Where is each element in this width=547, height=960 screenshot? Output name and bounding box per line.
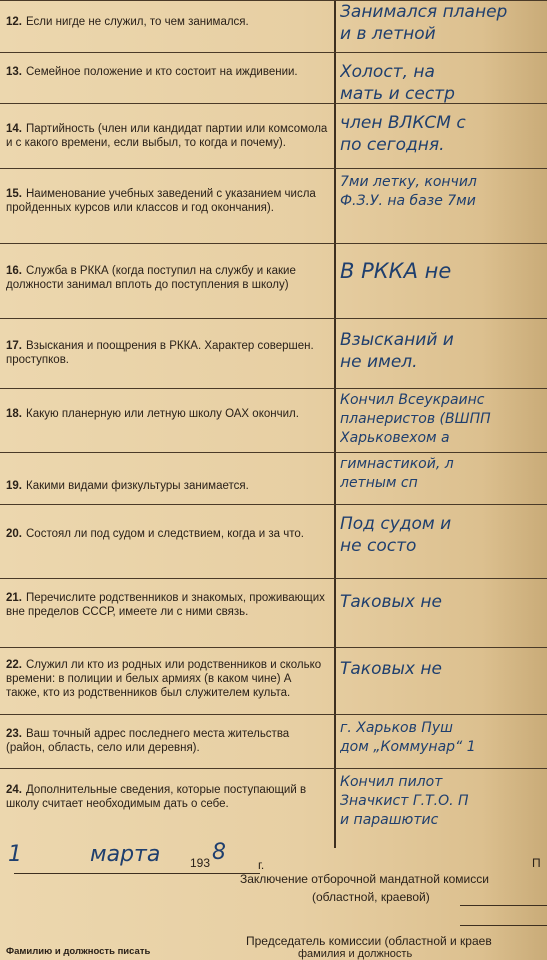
question-row [0, 243, 547, 318]
question-text [6, 783, 328, 811]
question-number: 19. [6, 480, 22, 492]
answer-line: Под судом и [340, 514, 452, 534]
question-number: 24. [6, 784, 22, 796]
question-label: Состоял ли под судом и следствием, когда и за что. [26, 528, 304, 540]
question-label: Служил ли кто из родных или родственников и сколько времени: в полиции и белых армиях (в каком чине) А также, кто из родственников был служителем культа. [6, 659, 322, 699]
question-number: 15. [6, 188, 22, 200]
handwritten-answer [340, 61, 547, 105]
question-text [6, 591, 328, 619]
answer-line: член ВЛКСМ с [340, 113, 466, 133]
question-row [0, 318, 547, 388]
question-number: 16. [6, 265, 22, 277]
answer-line: летным сп [340, 475, 418, 491]
question-label: Служба в РККА (когда поступил на службу и какие должности занимал вплоть до поступления в школу) [6, 265, 296, 291]
question-number: 14. [6, 123, 22, 135]
question-number: 12. [6, 16, 22, 28]
answer-line: по сегодня. [340, 135, 445, 155]
question-number: 18. [6, 408, 22, 420]
question-text [6, 15, 328, 29]
question-row [0, 0, 547, 52]
answer-line: планеристов (ВШПП [340, 411, 491, 427]
question-number: 17. [6, 340, 22, 352]
answer-line: 7ми летку, кончил [340, 174, 477, 190]
question-label: Если нигде не служил, то чем занимался. [26, 16, 249, 28]
answer-line: Харьковехом а [340, 430, 450, 446]
handwritten-answer [340, 658, 547, 680]
question-row [0, 388, 547, 452]
question-row [0, 768, 547, 848]
answer-line: не состо [340, 536, 417, 556]
question-text [6, 65, 328, 79]
date-month: марта [90, 842, 161, 867]
date-year-prefix: 193 [190, 856, 211, 870]
question-row [0, 168, 547, 243]
answer-line: Кончил Всеукраинс [340, 392, 485, 408]
question-label: Взыскания и поощрения в РККА. Характер совершен. проступков. [6, 340, 314, 366]
question-text [6, 339, 328, 367]
question-text [6, 187, 328, 215]
handwritten-answer [340, 391, 547, 448]
question-label: Партийность (член или кандидат партии или комсомола и с какого времени, если выбыл, то когда и почему). [6, 123, 328, 149]
handwritten-answer [340, 513, 547, 557]
question-number: 21. [6, 592, 22, 604]
question-row [0, 578, 547, 647]
answer-line: Значкист Г.Т.О. П [340, 793, 469, 809]
question-row [0, 504, 547, 578]
handwritten-answer [340, 773, 547, 830]
question-text [6, 407, 328, 421]
chairman-label: Председатель комиссии (областной и краев [246, 934, 492, 948]
left-hint: Фамилию и должность писать [6, 946, 151, 957]
question-number: 22. [6, 659, 22, 671]
p-label: П [532, 856, 541, 870]
question-text [6, 727, 328, 755]
handwritten-answer [340, 173, 547, 211]
answer-line: мать и сестр [340, 84, 455, 104]
answer-line: Кончил пилот [340, 774, 443, 790]
question-row [0, 103, 547, 168]
question-label: Семейное положение и кто состоит на иждивении. [26, 66, 298, 78]
answer-line: Взысканий и [340, 330, 454, 350]
question-row [0, 452, 547, 504]
date-day: 1 [8, 842, 22, 867]
question-text [6, 264, 328, 292]
question-text [6, 658, 328, 700]
name-hint: фамилия и должность [298, 948, 413, 960]
question-row [0, 714, 547, 768]
handwritten-answer [340, 719, 547, 757]
handwritten-answer [340, 329, 547, 373]
date-year-digit: 8 [212, 840, 226, 865]
answer-line: Холост, на [340, 62, 435, 82]
question-text [6, 527, 328, 541]
answer-line: не имел. [340, 352, 418, 372]
conclusion-label: Заключение отборочной мандатной комисси [240, 872, 489, 886]
question-label: Наименование учебных заведений с указанием числа пройденных курсов или классов и год окончания). [6, 188, 316, 214]
question-label: Какими видами физкультуры занимается. [26, 480, 249, 492]
question-number: 20. [6, 528, 22, 540]
question-label: Дополнительные сведения, которые поступающий в школу считает необходимым дать о себе. [6, 784, 307, 810]
date-g: г. [258, 858, 265, 872]
answer-line: г. Харьков Пуш [340, 720, 453, 736]
question-label: Какую планерную или летную школу ОАХ окончил. [26, 408, 299, 420]
answer-line: и парашютис [340, 812, 439, 828]
answer-line: дом „Коммунар“ 1 [340, 739, 476, 755]
question-row [0, 52, 547, 103]
answer-line: Таковых не [340, 592, 442, 612]
region-label: (областной, краевой) [312, 890, 430, 904]
question-row [0, 647, 547, 714]
question-number: 13. [6, 66, 22, 78]
handwritten-answer [340, 258, 547, 284]
handwritten-answer [340, 455, 547, 493]
question-text [6, 122, 328, 150]
answer-line: В РККА не [340, 259, 452, 283]
answer-line: и в летной [340, 24, 436, 44]
question-label: Перечислите родственников и знакомых, проживающих вне пределов СССР, имеете ли с ними связь. [6, 592, 325, 618]
answer-line: Таковых не [340, 659, 442, 679]
handwritten-answer [340, 591, 547, 613]
question-number: 23. [6, 728, 22, 740]
handwritten-answer [340, 1, 547, 45]
answer-line: Занимался планер [340, 2, 508, 22]
handwritten-answer [340, 112, 547, 156]
question-label: Ваш точный адрес последнего места жительства (район, область, село или деревня). [6, 728, 290, 754]
answer-line: гимнастикой, л [340, 456, 454, 472]
question-text [6, 479, 328, 493]
answer-line: Ф.З.У. на базе 7ми [340, 193, 476, 209]
